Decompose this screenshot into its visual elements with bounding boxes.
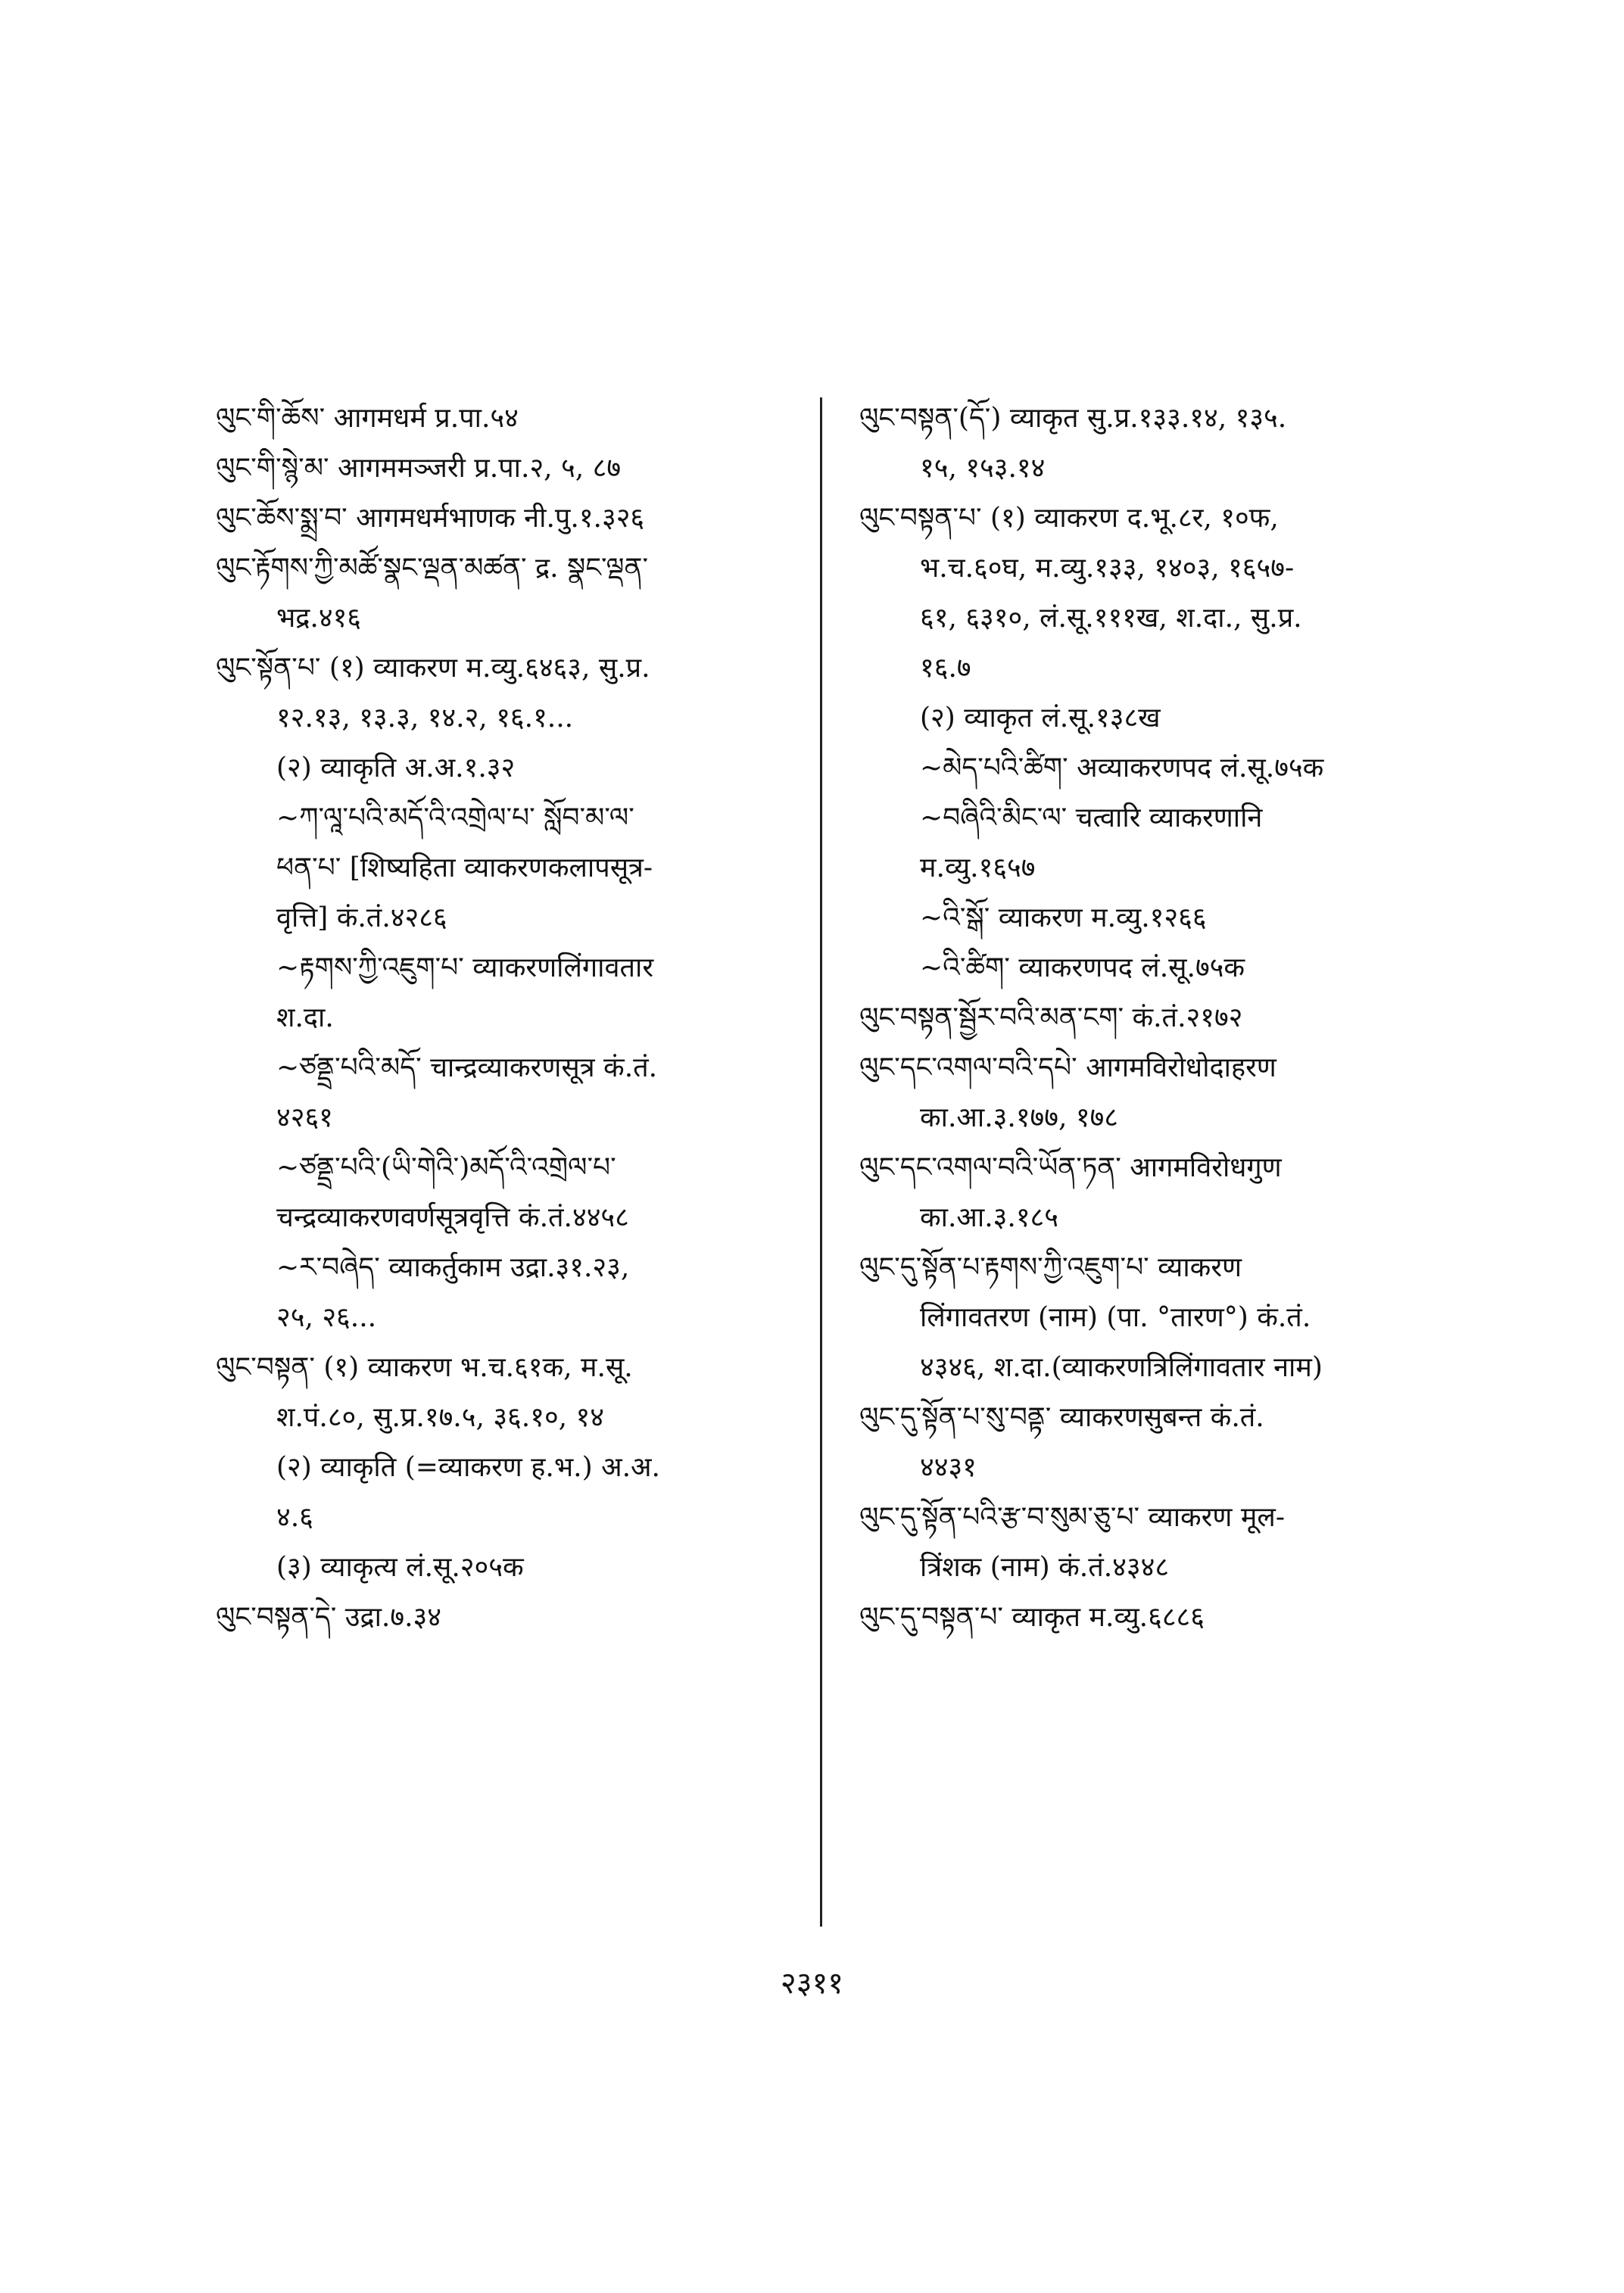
entry-continuation-line: का.आ.३.१८५ (920, 1202, 1058, 1233)
entry-continuation-line: ४३४६, श.दा.(व्याकरणत्रिलिंगावतार नाम) (920, 1352, 1323, 1383)
entry-headword-line: ལུང་དུ་སྟོན་པ་སུ་བནྟ་ व्याकरणसुबन्त कं.तं. (859, 1402, 1264, 1433)
entry-headword-line: ལུང་ཆོས་སྨྲ་བ་ आगमधर्मभाणक नी.पु.१.३२६ (216, 503, 645, 534)
entry-continuation-line: ४४३१ (920, 1452, 977, 1483)
entry-continuation-line: ४.६ (276, 1502, 313, 1533)
entry-continuation-line: ~མེད་པའི་ཚིག་ अव्याकरणपद लं.सू.७५क (920, 752, 1324, 784)
entry-continuation-line: ~འི་ཚིག་ व्याकरणपद लं.सू.७५क (920, 952, 1245, 983)
entry-continuation-line: लिंगावतरण (नाम) (पा. °तारण°) कं.तं. (920, 1302, 1311, 1333)
entry-headword-line: ལུང་བསྟན་པ་ (१) व्याकरण द.भू.८र, १०फ, (859, 503, 1279, 534)
entry-continuation-line: ६१, ६३१०, लं.सू.१११ख, श.दा., सु.प्र. (920, 603, 1302, 634)
entry-continuation-line: ~བཞིའི་མིང་ལ་ चत्वारि व्याकरणानि (920, 802, 1263, 833)
entry-continuation-line: ~ཙནྡྲ་པའི་(ཡི་གེའི་)མདོ་འི་འགྲེལ་པ་ (276, 1152, 616, 1183)
entry-continuation-line: म.व्यु.१६५७ (920, 852, 1036, 883)
left-column (216, 394, 806, 1643)
entry-continuation-line: का.आ.३.१७७, १७८ (920, 1102, 1119, 1133)
entry-headword-line: ལུང་བསྟན་(དོ་) व्याकृत सु.प्र.१३३.१४, १३५. (859, 403, 1287, 434)
entry-continuation-line: (३) व्याकृत्य लं.सू.२०५क (276, 1552, 524, 1583)
entry-headword-line: ལུང་རྟོགས་ཀྱི་མཚོ་སྣང་ལྡན་མཚན་ द्र. སྣང་ལྡན་ (216, 553, 649, 584)
entry-continuation-line: १५, १५३.१४ (920, 453, 1046, 484)
entry-continuation-line: भद्र.४१६ (276, 603, 362, 634)
entry-headword-line: ལུང་དུ་སྟོན་པའི་རྩ་བ་སུམ་ཅུ་པ་ व्याकरण मूल- (859, 1502, 1285, 1533)
entry-continuation-line: (२) व्याकृति (=व्याकरण ह.भ.) अ.अ. (276, 1452, 660, 1483)
entry-headword-line: ལུང་བསྟན་ (१) व्याकरण भ.च.६१क, म.सू. (216, 1352, 633, 1383)
entry-continuation-line: ४२६१ (276, 1102, 333, 1133)
entry-headword-line: ལུང་གི་ཆོས་ आगमधर्म प्र.पा.५४ (216, 403, 519, 434)
entry-continuation-line: ~ཙནྡྲ་པའི་མདོ་ चान्द्रव्याकरणसूत्र कं.तं. (276, 1052, 658, 1083)
page-number: २३११ (780, 1966, 844, 2001)
entry-continuation-line: ~ར་བཞེད་ व्याकर्तुकाम उद्रा.३१.२३, (276, 1252, 630, 1283)
entry-continuation-line: १६.७ (920, 653, 971, 684)
entry-headword-line: ལུང་དང་འགལ་བའི་དཔེ་ आगमविरोधोदाहरण (859, 1052, 1276, 1083)
entry-headword-line: ལུང་སྟོན་པ་ (१) व्याकरण म.व्यु.६४६३, सु.प्र. (216, 653, 650, 684)
entry-continuation-line: चन्द्रव्याकरणवर्णसूत्रवृत्ति कं.तं.४४५८ (276, 1202, 629, 1233)
entry-headword-line: ལུང་དུ་བསྟན་པ་ व्याकृत म.व्यु.६८८६ (859, 1602, 1205, 1633)
entry-continuation-line: त्रिंशक (नाम) कं.तं.४३४८ (920, 1552, 1170, 1583)
entry-continuation-line: ~འི་སྒོ་ व्याकरण म.व्यु.१२६६ (920, 902, 1207, 933)
entry-continuation-line: वृत्ति] कं.तं.४२८६ (276, 902, 447, 933)
entry-headword-line: ལུང་བསྟན་དེ་ उद्रा.७.३४ (216, 1602, 441, 1633)
entry-headword-line: ལུང་བསྟན་སྦྱོར་བའི་མན་ངག་ कं.तं.२१७२ (859, 1002, 1243, 1033)
column-divider (820, 397, 822, 1927)
entry-continuation-line: भ.च.६०घ, म.व्यु.१३३, १४०३, १६५७- (920, 553, 1295, 584)
entry-continuation-line: ~ཀ་ལཱ་པའི་མདོ་འི་འགྲེལ་པ་ སློབ་མ་ལ་ (276, 802, 634, 833)
entry-continuation-line: श.दा. (276, 1002, 334, 1033)
entry-continuation-line: २५, २६... (276, 1302, 377, 1333)
entry-continuation-line: १२.१३, १३.३, १४.२, १६.१... (276, 703, 574, 734)
entry-headword-line: ལུང་དང་འགལ་བའི་ཡོན་ཏན་ आगमविरोधगुण (859, 1152, 1282, 1183)
entry-continuation-line: ~རྟགས་ཀྱི་འཇུག་པ་ व्याकरणलिंगावतार (276, 952, 654, 983)
entry-continuation-line: (२) व्याकृति अ.अ.१.३२ (276, 752, 516, 784)
entry-headword-line: ལུང་གི་སྙེ་མ་ आगममञ्जरी प्र.पा.२, ५, ८७ (216, 453, 622, 484)
entry-continuation-line: (२) व्याकृत लं.सू.१३८ख (920, 703, 1161, 734)
right-column (859, 394, 1442, 1643)
entry-continuation-line: श.पं.८०, सु.प्र.१७.५, ३६.१०, १४ (276, 1402, 604, 1433)
entry-continuation-line: ཕན་པ་ [शिष्यहिता व्याकरणकलापसूत्र- (276, 852, 653, 883)
entry-headword-line: ལུང་དུ་སྟོན་པ་རྟགས་ཀྱི་འཇུག་པ་ व्याकरण (859, 1252, 1242, 1283)
